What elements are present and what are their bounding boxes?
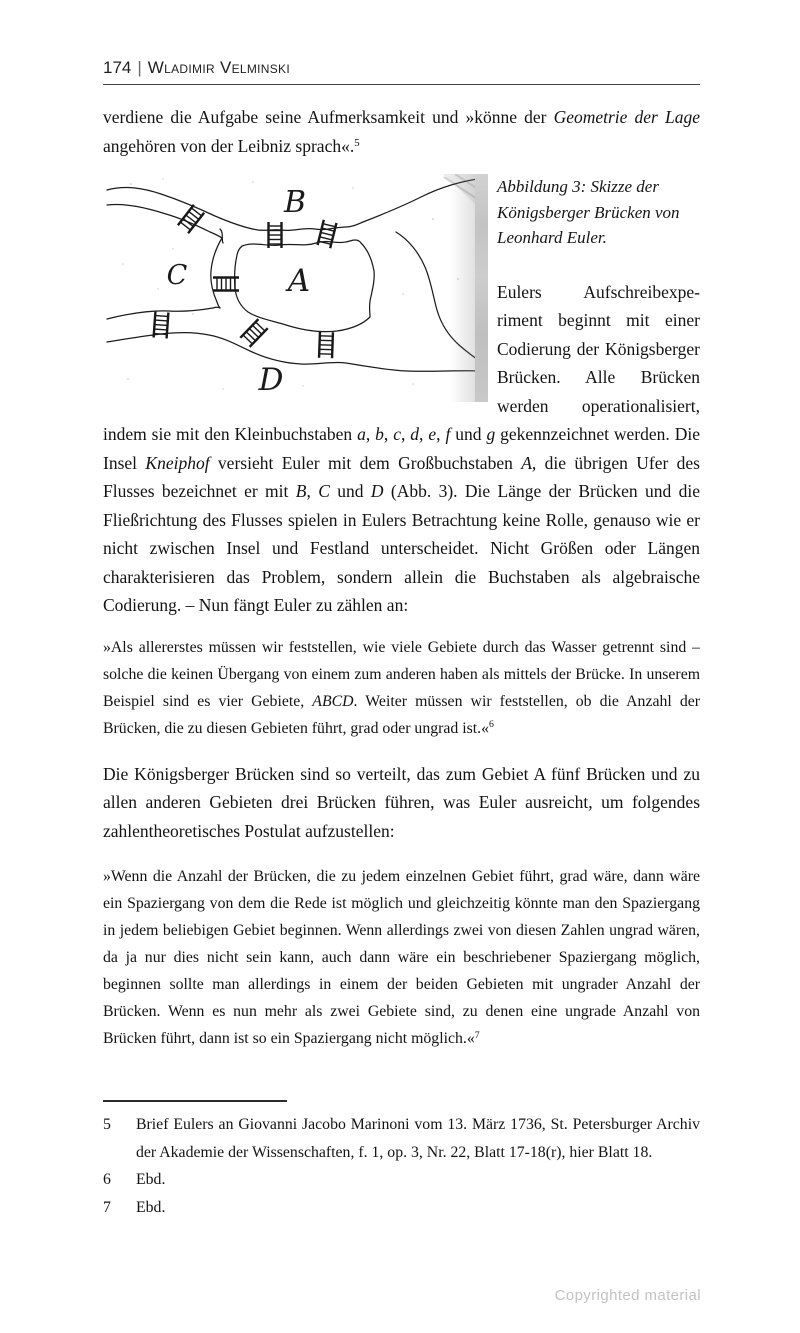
page-number: 174 bbox=[103, 58, 132, 77]
figure-label-c: C bbox=[166, 260, 188, 291]
figure-section bbox=[103, 174, 700, 620]
paragraph-postulat: Die Königsberger Brücken sind so verteilt, das zum Gebiet A fünf Brücken und zu allen anderen Gebieten drei Brücken führen, was Euler ausreicht, um folgendes zahlentheoretisches Postulat aufzustellen: bbox=[103, 763, 700, 841]
footnote-separator bbox=[103, 1100, 287, 1102]
channel-west-bank bbox=[211, 238, 222, 308]
quote-euler-1: »Als allererstes müssen wir feststellen, wie viele Gebiete durch das Wasser getrennt sind – solche die keinen Übergang von einem zum anderen haben als mittels der Brücke. In unserem Beispiel sind es vier Gebiete, ABCD. Weiter müssen wir feststellen, ob die Anzahl der Brücken, die zu diesen Gebieten führt, grad oder ungrad ist.«$^6$ bbox=[103, 638, 701, 737]
main-paragraph: Eulers Aufschreibexperiment beginnt mit einer Codierung der Königsberger Brücken. Alle Brücken werden operationalisiert, indem sie mit den Kleinbuchstaben a, b, c, d, e, f und g gekennzeichnet werden. Die Insel Kneiphof versieht Euler mit dem Großbuchstaben A, die übrigen Ufer des Flusses bezeichnet er mit B, C und D (Abb. 3). Die Länge der Brücken und die Fließrichtung des Flusses spielen in Eulers Betrachtung keine Rolle, genauso wie er nicht zwischen Insel und Festland unterscheidet. Nicht Größen oder Längen charakterisieren das Problem, sondern allein die Buchstaben als algebraische Codierung. – Nun fängt Euler zu zählen an: bbox=[103, 281, 701, 615]
footnote-number: 7 bbox=[103, 1198, 111, 1216]
river-lower-branch-bottom-bank bbox=[107, 333, 483, 372]
footnote-7 bbox=[103, 1194, 700, 1222]
euler-sketch-figure bbox=[103, 174, 488, 402]
footnotes-section bbox=[103, 1100, 700, 1221]
figure-label-a: A bbox=[287, 263, 311, 299]
figure-label-d: D bbox=[258, 362, 284, 398]
river-upper-branch-lower-bank bbox=[107, 205, 222, 238]
river-east-bank bbox=[396, 232, 483, 363]
copyright-watermark: Copyrighted material bbox=[554, 1287, 701, 1304]
footnote-text: Ebd. bbox=[136, 1198, 166, 1216]
page-header bbox=[103, 58, 700, 85]
header-separator: | bbox=[137, 58, 142, 77]
intro-paragraph: verdiene die Aufgabe seine Aufmerksamkeit und »könne der Geometrie der Lage angehören von der Leibniz sprach«.$^5$ bbox=[103, 107, 700, 156]
running-author: Wladimir Velminski bbox=[147, 58, 290, 77]
footnote-number: 5 bbox=[103, 1116, 111, 1133]
bridge-3-icon bbox=[318, 220, 337, 248]
river-lower-branch-top-bank bbox=[107, 307, 220, 319]
bridge-4-icon bbox=[213, 278, 239, 291]
euler-bridges-sketch bbox=[103, 174, 488, 402]
bridge-7-icon bbox=[319, 332, 333, 358]
bridge-2-icon bbox=[269, 222, 282, 248]
quote-euler-2: »Wenn die Anzahl der Brücken, die zu jedem einzelnen Gebiet führt, grad wäre, dann wäre ein Spaziergang von dem die Rede ist möglich und gleichzeitig könnte man den Spaziergang in jedem beliebigen Gebiet beginnen. Wenn allerdings zwei von diesen Zahlen ungrad wären, da ja nur dies nicht sein kann, auch dann wäre ein beschriebener Spaziergang möglich, beginnen sollte man allerdings in einem der beiden Gebieten mit ungrader Anzahl der Brücken. Wenn es nun mehr als zwei Gebiete sind, zu denen eine ungrade Anzahl von Brücken führt, dann ist so ein Spaziergang nicht möglich.«$^7$ bbox=[103, 868, 700, 1047]
bridge-6-icon bbox=[240, 319, 267, 347]
figure-label-b: B bbox=[283, 185, 307, 220]
footnote-text: Ebd. bbox=[136, 1171, 166, 1188]
footnote-5 bbox=[103, 1111, 700, 1166]
footnote-number: 6 bbox=[103, 1171, 111, 1188]
footnote-text: Brief Eulers an Giovanni Jacobo Marinoni vom 13. März 1736, St. Petersburger Archiv der Akademie der Wissenschaften, f. 1, op. 3, Nr. 22, Blatt 17-18(r), hier Blatt 18. bbox=[136, 1116, 700, 1161]
footnote-6 bbox=[103, 1166, 700, 1194]
figure-caption: Abbildung 3: Skizze der Königsberger Brücken von Leonhard Euler. bbox=[497, 177, 680, 247]
